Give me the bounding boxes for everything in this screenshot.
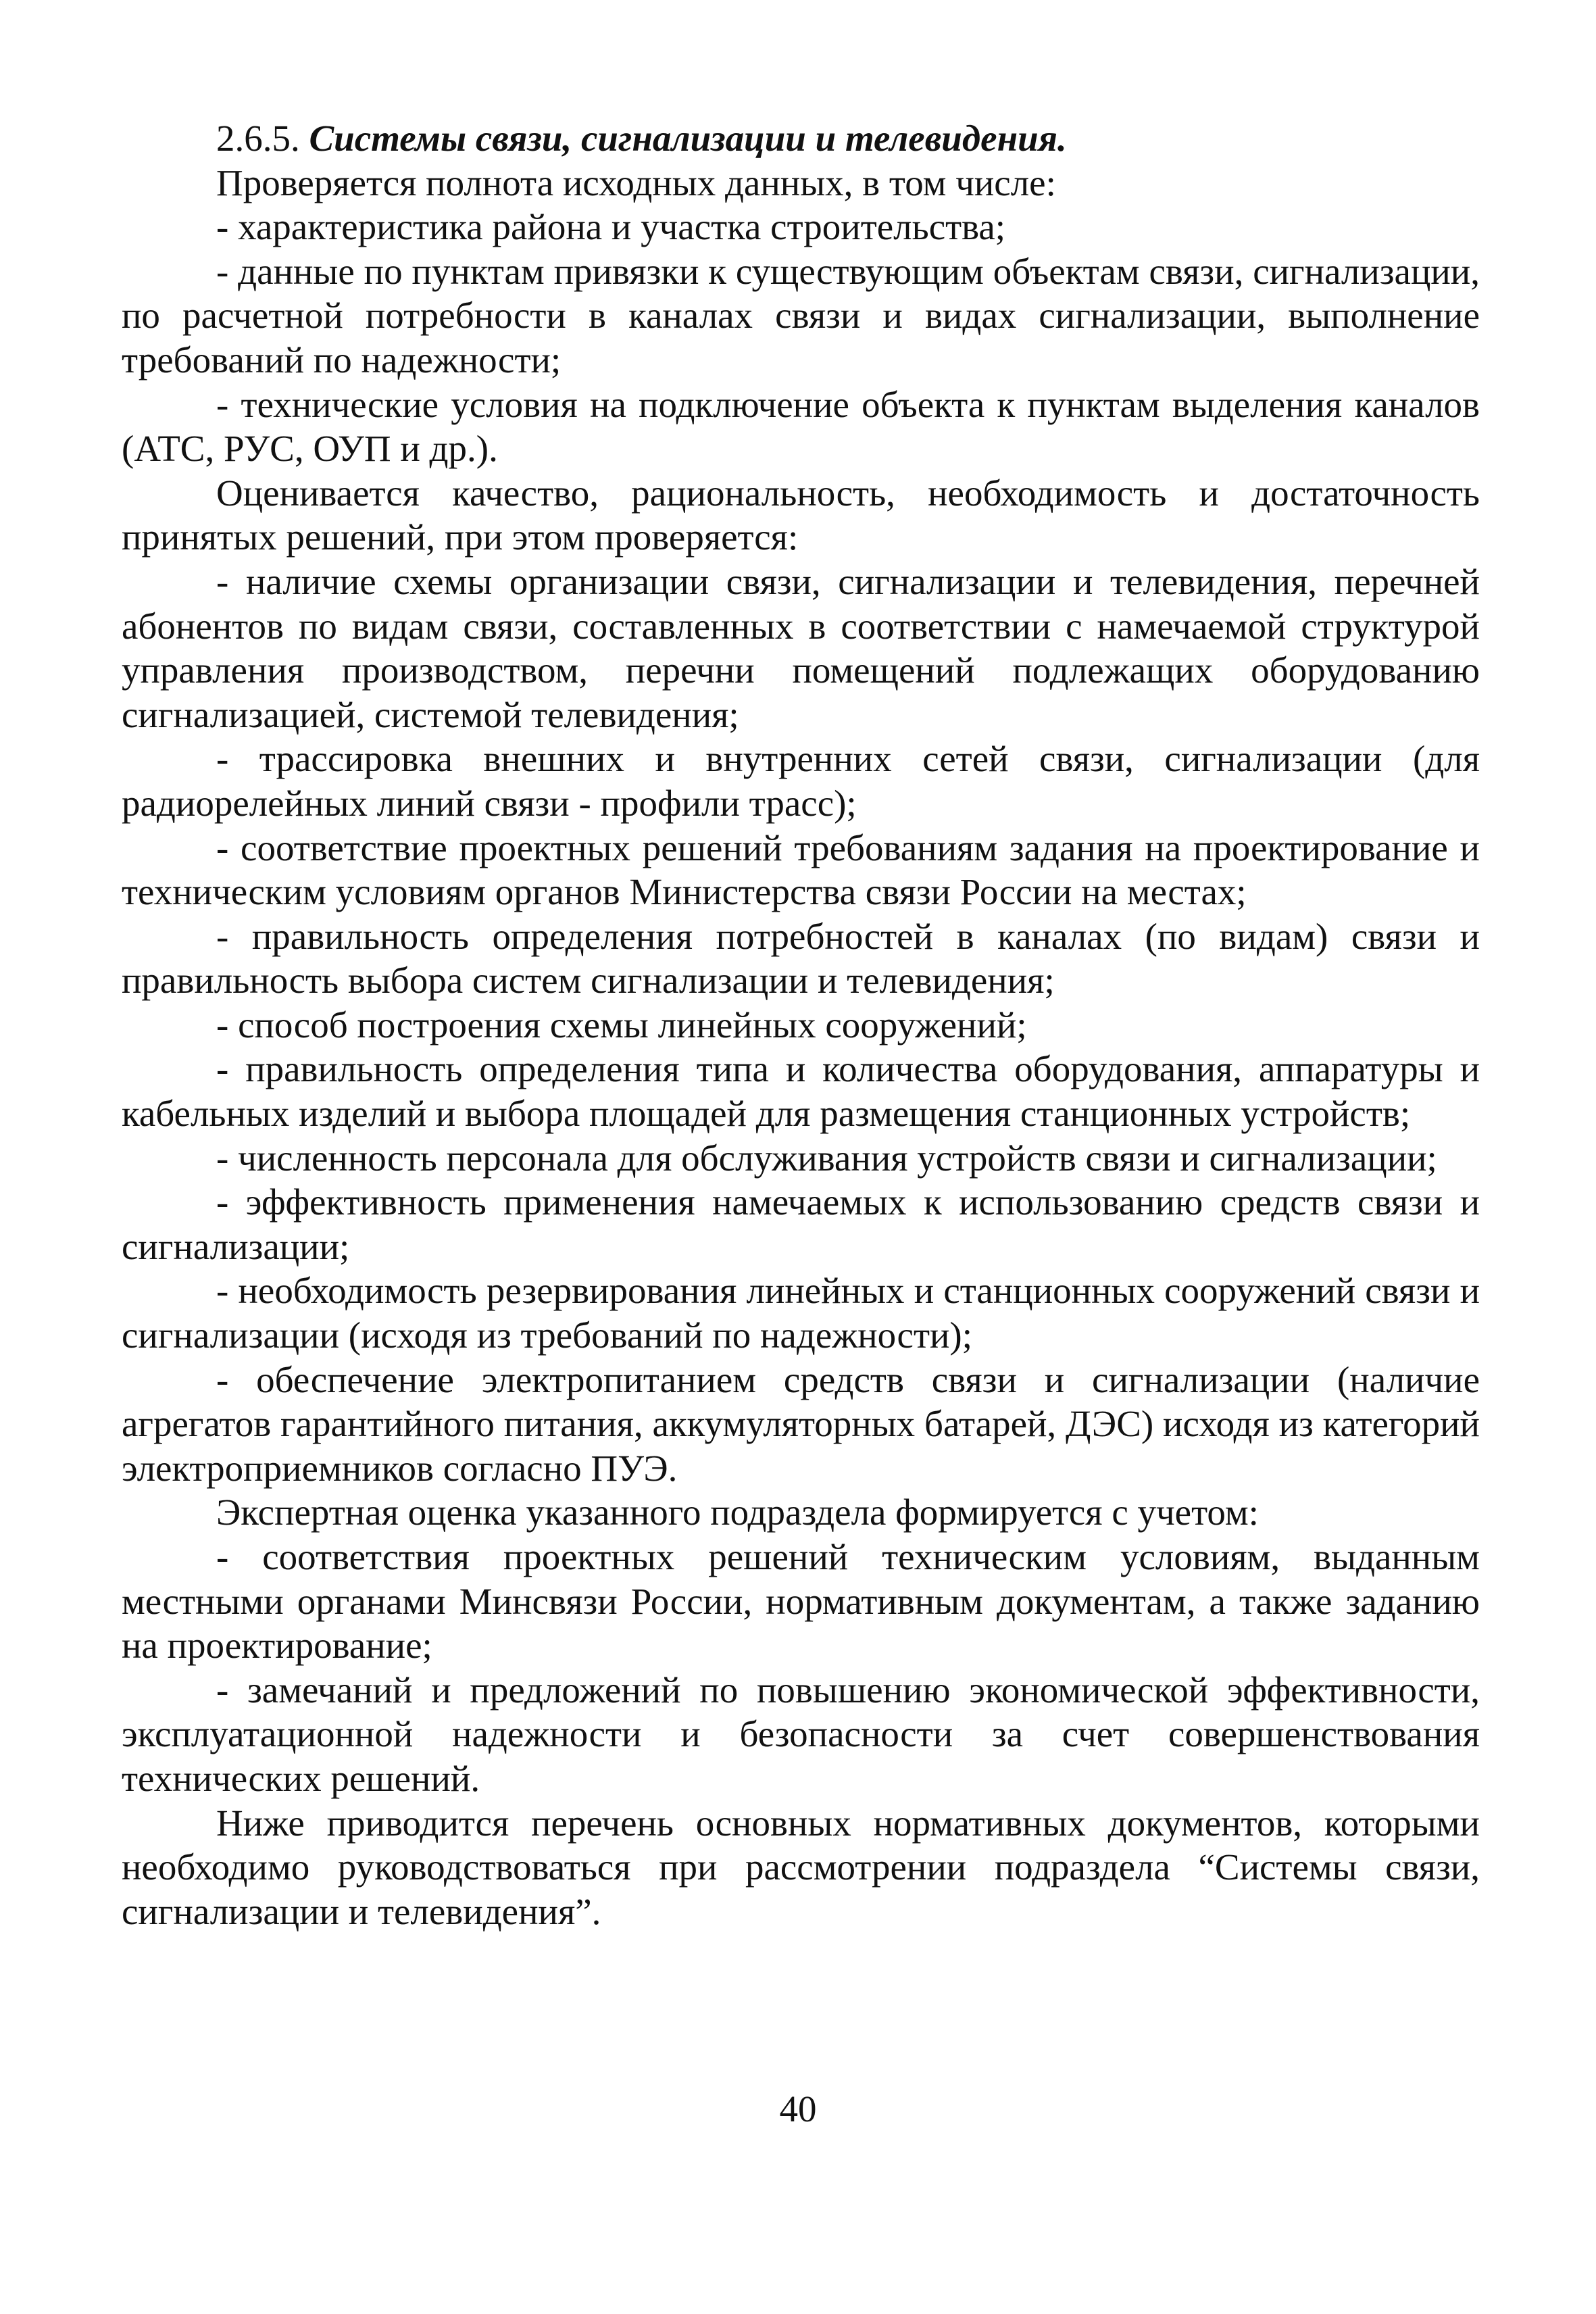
list-item: - правильность определения потребностей в каналах (по видам) связи и правильность выбора систем сигнализации и телевидения; [122,915,1480,1002]
paragraph: Оценивается качество, рациональность, необходимость и достаточность принятых решений, при этом проверяется: [122,472,1480,558]
section-title: Системы связи, сигнализации и телевидения. [309,118,1067,159]
list-item: - замечаний и предложений по повышению экономической эффективности, эксплуатационной надежности и безопасности за счет совершенствования технических решений. [122,1669,1480,1799]
list-item: - необходимость резервирования линейных и станционных сооружений связи и сигнализации (исходя из требований по надежности); [122,1270,1480,1356]
page-number: 40 [779,2088,817,2130]
list-item: - технические условия на подключение объекта к пунктам выделения каналов (АТС, РУС, ОУП и др.). [122,383,1480,470]
list-item: - правильность определения типа и количества оборудования, аппаратуры и кабельных изделий и выбора площадей для размещения станционных устройств; [122,1048,1480,1135]
list-item: - трассировка внешних и внутренних сетей связи, сигнализации (для радиорелейных линий связи - профили трасс); [122,738,1480,824]
list-item: - характеристика района и участка строительства; [216,206,1006,248]
list-item: - соответствия проектных решений техническим условиям, выданным местными органами Минсвязи России, нормативным документам, а также заданию на проектирование; [122,1536,1480,1667]
list-item: - наличие схемы организации связи, сигнализации и телевидения, перечней абонентов по видам связи, составленных в соответствии с намечаемой структурой управления производством, перечни помещений подлежащих оборудованию сигнализацией, системой телевидения; [122,560,1480,735]
paragraph: Экспертная оценка указанного подраздела формируется с учетом: [216,1492,1259,1533]
list-item: - численность персонала для обслуживания устройств связи и сигнализации; [216,1137,1437,1179]
list-item: - соответствие проектных решений требованиям задания на проектирование и техническим условиям органов Министерства связи России на местах; [122,827,1480,913]
paragraph: Проверяется полнота исходных данных, в том числе: [216,162,1056,203]
list-item: - данные по пунктам привязки к существующим объектам связи, сигнализации, по расчетной потребности в каналах связи и видах сигнализации, выполнение требований по надежности; [122,250,1480,380]
list-item: - обеспечение электропитанием средств связи и сигнализации (наличие агрегатов гарантийного питания, аккумуляторных батарей, ДЭС) исходя из категорий электроприемников согласно ПУЭ. [122,1358,1480,1489]
section-number: 2.6.5. [216,118,300,159]
page-body [122,116,1480,1934]
paragraph: Ниже приводится перечень основных нормативных документов, которыми необходимо руководствоваться при рассмотрении подраздела “Системы связи, сигнализации и телевидения”. [122,1802,1480,1932]
list-item: - способ построения схемы линейных сооружений; [216,1004,1027,1045]
list-item: - эффективность применения намечаемых к использованию средств связи и сигнализации; [122,1181,1480,1267]
section-heading [122,116,1480,161]
